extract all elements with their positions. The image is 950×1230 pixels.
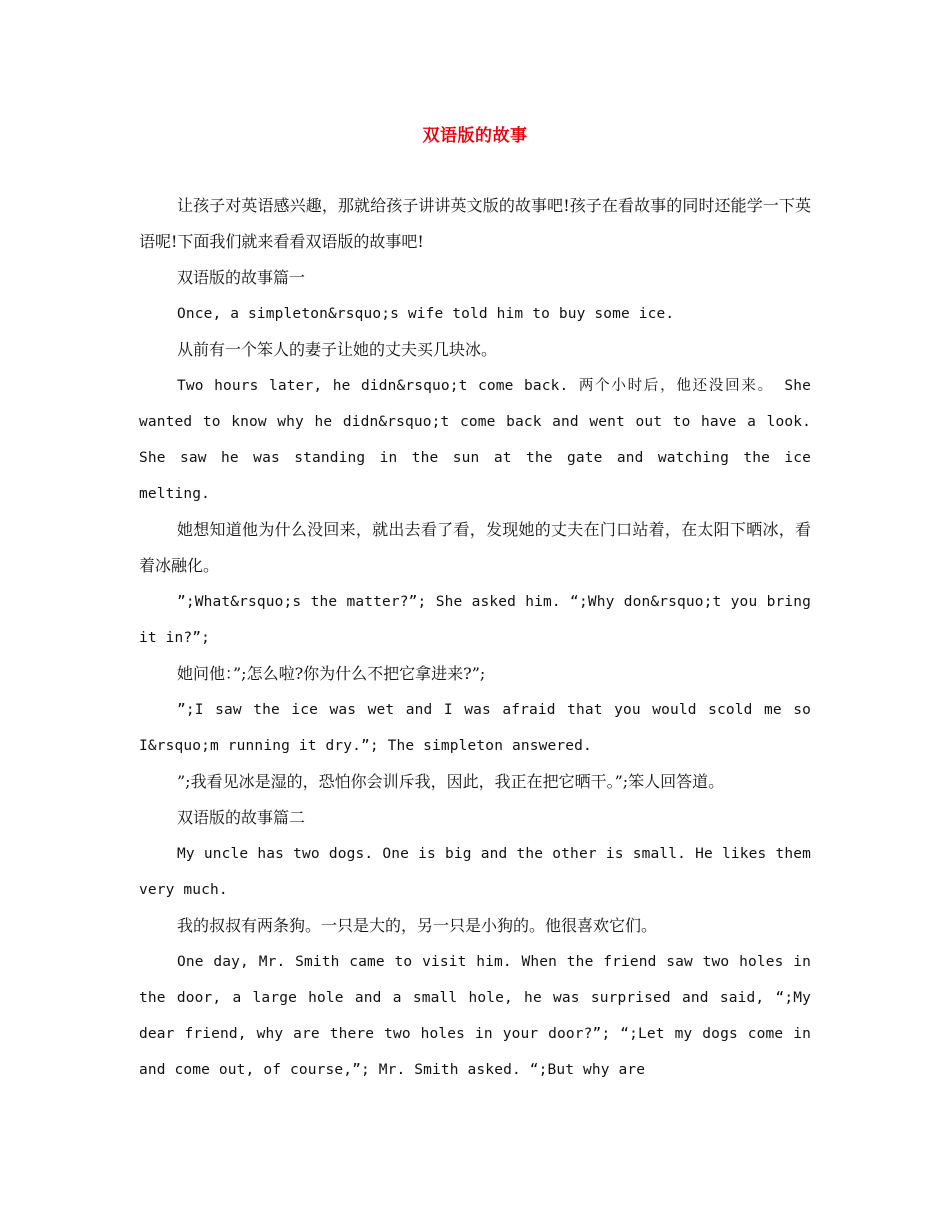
document-body — [139, 188, 811, 1088]
english-paragraph: One day, Mr. Smith came to visit him. When the friend saw two holes in the door, a large hole and a small hole, he was surprised and said, “;My dear friend, why are there two holes in your door?”; “;Let my dogs come in and come out, of course,”; Mr. Smith asked. “;But why are — [139, 954, 811, 1078]
chinese-paragraph: ”;我看见冰是湿的，恐怕你会训斥我，因此，我正在把它晒干。”;笨人回答道。 — [177, 772, 725, 791]
english-paragraph: ”;What&rsquo;s the matter?”; She asked him. “;Why don&rsquo;t you bring it in?”; — [139, 594, 811, 646]
english-paragraph: Once, a simpleton&rsquo;s wife told him to buy some ice. — [177, 306, 675, 322]
english-paragraph: Two hours later, he didn&rsquo;t come back. 两个小时后，他还没回来。 She wanted to know why he didn&rsquo;t come back and went out to have a look. She saw he was standing in the sun at the gate and watching the ice melting. — [139, 378, 811, 502]
chinese-paragraph: 从前有一个笨人的妻子让她的丈夫买几块冰。 — [177, 340, 498, 359]
section-heading-2: 双语版的故事篇二 — [177, 808, 306, 827]
document-title: 双语版的故事 — [422, 126, 528, 146]
english-paragraph: ”;I saw the ice was wet and I was afraid that you would scold me so I&rsquo;m running it dry.”; The simpleton answered. — [139, 702, 811, 754]
section-heading-1: 双语版的故事篇一 — [177, 268, 306, 287]
chinese-paragraph: 她问他：”;怎么啦?你为什么不把它拿进来?”; — [177, 664, 486, 683]
intro-paragraph: 让孩子对英语感兴趣，那就给孩子讲讲英文版的故事吧!孩子在看故事的同时还能学一下英语呢!下面我们就来看看双语版的故事吧! — [139, 196, 811, 251]
english-paragraph: My uncle has two dogs. One is big and the other is small. He likes them very much. — [139, 846, 811, 898]
chinese-paragraph: 我的叔叔有两条狗。一只是大的，另一只是小狗的。他很喜欢它们。 — [177, 916, 658, 935]
chinese-paragraph: 她想知道他为什么没回来，就出去看了看，发现她的丈夫在门口站着，在太阳下晒冰，看着冰融化。 — [139, 520, 811, 575]
